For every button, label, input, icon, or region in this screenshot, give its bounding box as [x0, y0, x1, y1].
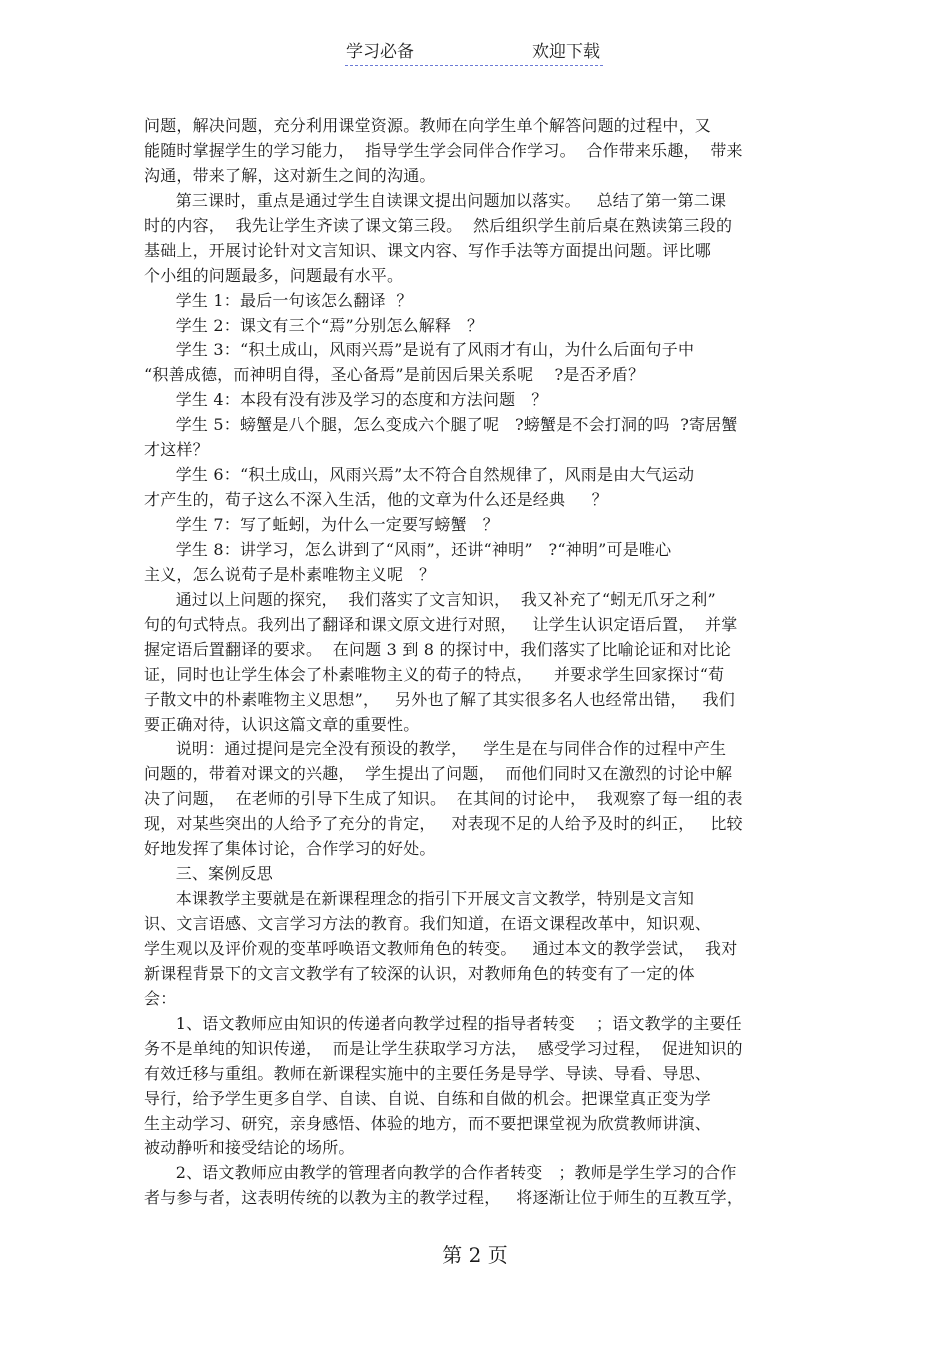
document-body	[144, 114, 808, 1211]
text-line: 新课程背景下的文言文教学有了较深的认识，对教师角色的转变有了一定的体	[144, 963, 695, 983]
text-line: 说明：通过提问是完全没有预设的教学， 学生是在与同伴合作的过程中产生	[144, 739, 727, 759]
text-line: 学生 8：讲学习，怎么讲到了“风雨”，还讲“神明” ?“神明”可是唯心	[144, 539, 672, 559]
header-dashed-rule	[345, 65, 603, 66]
text-line: 有效迁移与重组。教师在新课程实施中的主要任务是导学、导读、导看、导思、	[144, 1063, 712, 1083]
header-left-text: 学习必备	[346, 42, 414, 62]
text-line: 通过以上问题的探究， 我们落实了文言知识， 我又补充了“蚓无爪牙之利”	[144, 589, 716, 609]
text-line: 个小组的问题最多，问题最有水平。	[144, 265, 404, 285]
text-line: 问题的，带着对课文的兴趣， 学生提出了问题， 而他们同时又在激烈的讨论中解	[144, 764, 733, 784]
text-line: 证，同时也让学生体会了朴素唯物主义的荀子的特点， 并要求学生回家探讨“荀	[144, 664, 725, 684]
text-line: 学生 3：“积土成山，风雨兴焉”是说有了风雨才有山，为什么后面句子中	[144, 340, 695, 360]
text-line: 学生观以及评价观的变革呼唤语文教师角色的转变。 通过本文的教学尝试， 我对	[144, 938, 738, 958]
text-line: 1、语文教师应由知识的传递者向教学过程的指导者转变 ；语文教学的主要任	[144, 1013, 742, 1033]
text-line: 现，对某些突出的人给予了充分的肯定， 对表现不足的人给予及时的纠正， 比较	[144, 814, 743, 834]
text-line: 好地发挥了集体讨论，合作学习的好处。	[144, 839, 436, 859]
text-line: 时的内容， 我先让学生齐读了课文第三段。 然后组织学生前后桌在熟读第三段的	[144, 215, 733, 235]
text-line: 学生 7：写了蚯蚓，为什么一定要写螃蟹 ？	[144, 515, 499, 534]
text-line: 句的句式特点。我列出了翻译和课文原文进行对照， 让学生认识定语后置， 并掌	[144, 614, 738, 634]
text-line: 本课教学主要就是在新课程理念的指引下开展文言文教学，特别是文言知	[144, 889, 695, 909]
text-line: 问题，解决问题，充分利用课堂资源。教师在向学生单个解答问题的过程中，又	[144, 116, 712, 135]
page-number: 第 2 页	[442, 1243, 508, 1267]
text-line: 决了问题， 在老师的引导下生成了知识。 在其间的讨论中， 我观察了每一组的表	[144, 789, 743, 809]
text-line: 学生 1：最后一句该怎么翻译 ？	[144, 290, 413, 310]
text-line: 才这样？	[144, 440, 209, 460]
text-line: 会：	[144, 988, 177, 1008]
text-line: 务不是单纯的知识传递， 而是让学生获取学习方法， 感受学习过程， 促进知识的	[144, 1038, 743, 1058]
text-line: 沟通，带来了解，这对新生之间的沟通。	[144, 165, 436, 185]
text-line: 子散文中的朴素唯物主义思想”， 另外也了解了其实很多名人也经常出错， 我们	[144, 689, 735, 709]
text-line: 学生 5：螃蟹是八个腿，怎么变成六个腿了呢 ?螃蟹是不会打洞的吗 ?寄居蟹	[144, 415, 738, 435]
text-line: 2、语文教师应由教学的管理者向教学的合作者转变 ；教师是学生学习的合作	[144, 1163, 737, 1183]
text-line: 要正确对待，认识这篇文章的重要性。	[144, 714, 420, 734]
text-line: 才产生的，荀子这么不深入生活，他的文章为什么还是经典 ？	[144, 490, 608, 510]
text-line: 学生 2：课文有三个“焉”分别怎么解释 ？	[144, 315, 484, 335]
text-line: 学生 4：本段有没有涉及学习的态度和方法问题 ？	[144, 390, 548, 410]
header-right-text: 欢迎下载	[532, 42, 600, 62]
page-header	[0, 40, 950, 68]
text-line: 导行，给予学生更多自学、自读、自说、自练和自做的机会。把课堂真正变为学	[144, 1088, 712, 1108]
text-line: 者与参与者，这表明传统的以教为主的教学过程， 将逐渐让位于师生的互教互学，	[144, 1188, 744, 1208]
text-line: 基础上，开展讨论针对文言知识、课文内容、写作手法等方面提出问题。评比哪	[144, 240, 712, 260]
text-line: 第三课时，重点是通过学生自读课文提出问题加以落实。 总结了第一第二课	[144, 190, 727, 210]
text-line: “积善成德，而神明自得，圣心备焉”是前因后果关系呢 ?是否矛盾？	[144, 365, 645, 385]
text-line: 三、案例反思	[144, 864, 273, 884]
text-line: 学生 6：“积土成山，风雨兴焉”太不符合自然规律了，风雨是由大气运动	[144, 465, 695, 485]
text-line: 主义，怎么说荀子是朴素唯物主义呢 ？	[144, 564, 436, 584]
text-line: 被动静听和接受结论的场所。	[144, 1138, 355, 1158]
text-line: 识、文言语感、文言学习方法的教育。我们知道，在语文课程改革中，知识观、	[144, 914, 712, 933]
text-line: 能随时掌握学生的学习能力， 指导学生学会同伴合作学习。 合作带来乐趣， 带来	[144, 140, 743, 160]
text-line: 生主动学习、研究，亲身感悟、体验的地方，而不要把课堂视为欣赏教师讲演、	[144, 1113, 712, 1133]
text-line: 握定语后置翻译的要求。 在问题 3 到 8 的探讨中，我们落实了比喻论证和对比论	[144, 639, 732, 659]
